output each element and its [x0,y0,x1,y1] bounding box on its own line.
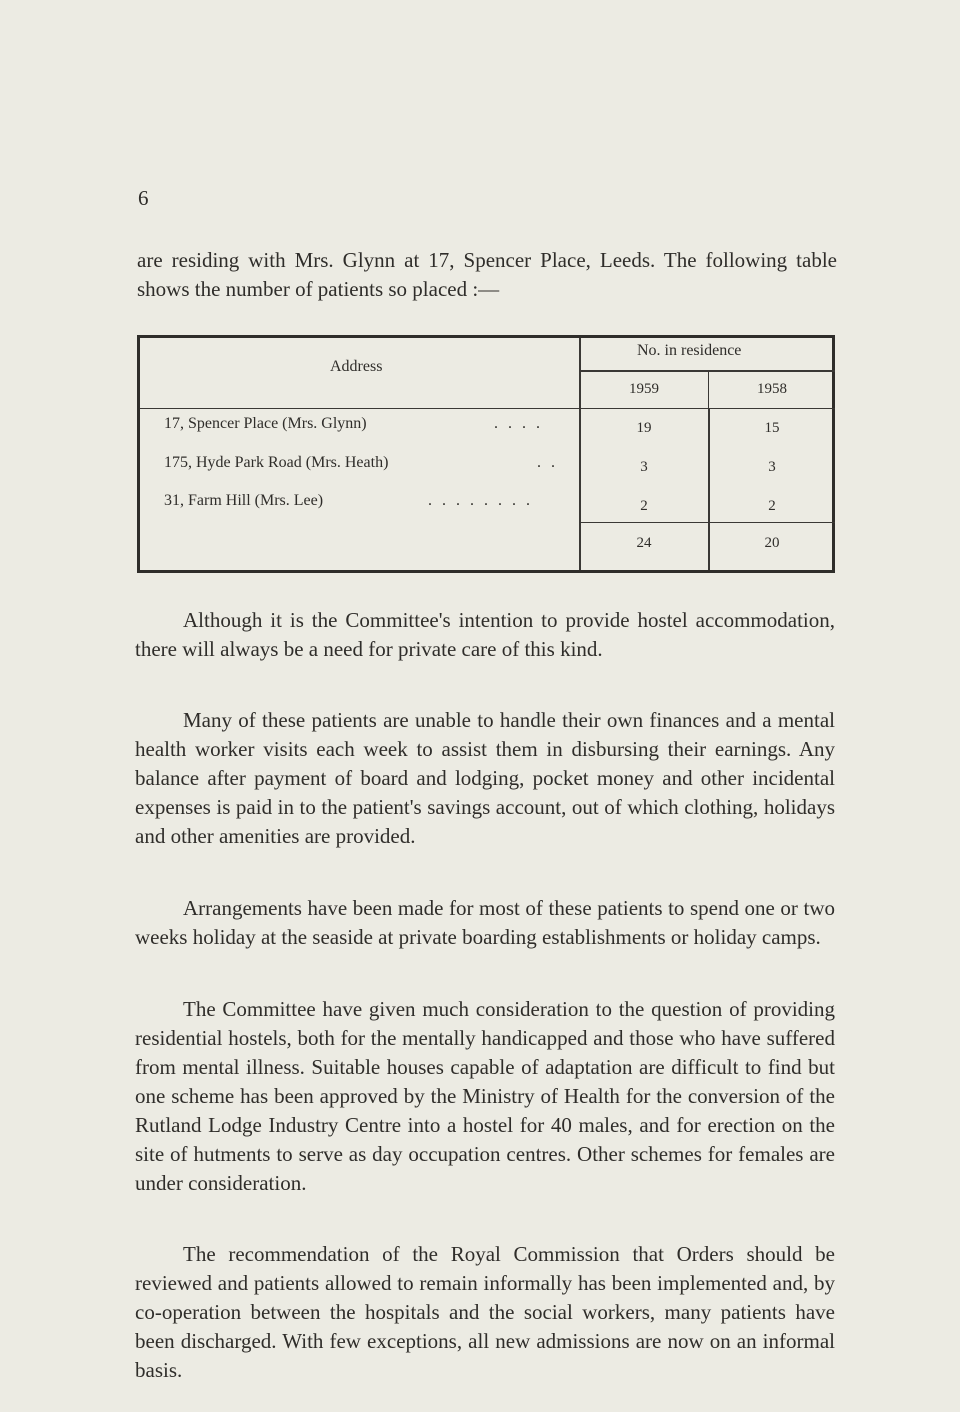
residence-header: No. in residence [637,342,742,359]
paragraph-finances: Many of these patients are unable to handle their own finances and a mental health worker visits each week to assist them in disbursing their earnings. Any balance after payment of board and lodging, pocket money and other incidental expenses is paid in to the patient's savings account, out of which clothing, holidays and other amenities are provided. [135,708,835,848]
row-value-1959: 19 [636,420,652,436]
total-rule [581,522,835,523]
row-leader-dots: . . [537,454,558,471]
row-leader-dots: . . . . . . . . [428,492,533,509]
year-header-1959: 1959 [629,381,659,397]
row-value-1958: 2 [768,498,776,514]
total-1958: 20 [764,535,780,551]
residence-table [137,335,835,573]
address-header: Address [330,358,383,375]
paragraph-holidays: Arrangements have been made for most of these patients to spend one or two weeks holiday at the seaside at private boarding establishments or holiday camps. [135,896,835,949]
page-number: 6 [138,186,149,210]
row-address: 175, Hyde Park Road (Mrs. Heath) [164,454,389,471]
total-1959: 24 [636,535,652,551]
paragraph-hostel-intention: Although it is the Committee's intention to provide hostel accommodation, there will always be a need for private care of this kind. [135,608,835,661]
paragraph-royal-commission: The recommendation of the Royal Commission that Orders should be reviewed and patients allowed to remain informally has been implemented and, by co-operation between the hospitals and the social workers, many patients have been discharged. With few exceptions, all new admissions are now on an informal basis. [135,1242,835,1382]
row-address: 17, Spencer Place (Mrs. Glynn) [164,415,367,432]
paragraph-residential-hostels: The Committee have given much consideration to the question of providing residential hostels, both for the mentally handicapped and those who have suffered from mental illness. Suitable houses capable of adaptation are difficult to find but one scheme has been approved by the Ministry of Health for the conversion of the Rutland Lodge Industry Centre into a hostel for 40 males, and for erection on the site of hutments to serve as day occupation centres. Other schemes for females are under consideration. [135,997,835,1195]
row-leader-dots: . . . . [494,415,543,432]
row-value-1958: 15 [764,420,780,436]
row-value-1959: 3 [640,459,648,475]
header-subrule [581,370,835,372]
intro-paragraph: are residing with Mrs. Glynn at 17, Spencer Place, Leeds. The following table shows the number of patients so placed :— [137,248,837,301]
row-address: 31, Farm Hill (Mrs. Lee) [164,492,324,509]
row-value-1958: 3 [768,459,776,475]
year-header-1958: 1958 [757,381,787,397]
header-rule [140,408,835,409]
row-value-1959: 2 [640,498,648,514]
